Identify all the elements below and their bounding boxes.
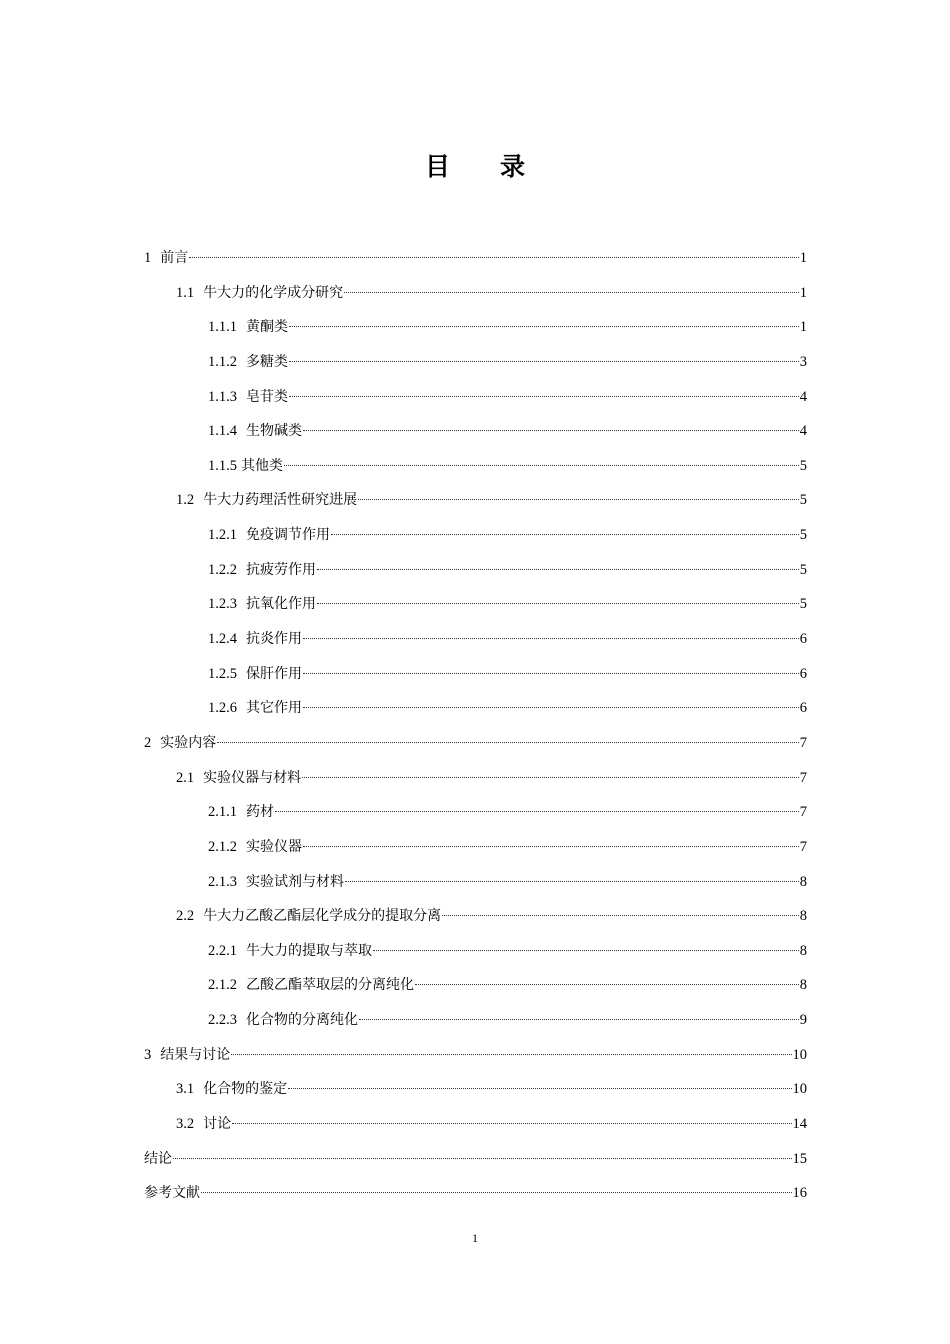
toc-entry[interactable]	[0, 580, 950, 615]
toc-dot-leader	[373, 935, 799, 955]
toc-entry[interactable]	[0, 892, 950, 927]
toc-entry-page-number: 1	[799, 284, 807, 301]
toc-entry-page-number: 5	[799, 457, 807, 474]
toc-dot-leader	[201, 1177, 792, 1197]
toc-entry-number: 2.2	[176, 908, 195, 925]
toc-entry-page-number: 10	[792, 1046, 807, 1063]
toc-entry-number: 1.2.5	[208, 665, 237, 682]
toc-entry-number: 1.2.6	[208, 700, 237, 717]
table-of-contents	[0, 234, 950, 1204]
toc-entry-number: 2.1.1	[208, 804, 237, 821]
toc-dot-leader	[231, 1039, 791, 1059]
toc-entry-label: 抗氧化作用	[246, 596, 316, 613]
toc-entry-label: 实验内容	[160, 734, 217, 751]
toc-entry[interactable]	[0, 719, 950, 754]
toc-entry-number: 2	[144, 734, 152, 751]
toc-dot-leader	[415, 969, 799, 989]
toc-entry-page-number: 4	[799, 423, 807, 440]
toc-entry-page-number: 8	[799, 873, 807, 890]
toc-entry-label: 乙酸乙酯萃取层的分离纯化	[246, 977, 414, 994]
toc-entry-page-number: 5	[799, 527, 807, 544]
toc-entry-page-number: 1	[799, 319, 807, 336]
toc-entry[interactable]	[0, 442, 950, 477]
toc-entry-page-number: 8	[799, 908, 807, 925]
toc-entry-page-number: 14	[792, 1116, 807, 1133]
toc-entry-number: 1.2.2	[208, 561, 237, 578]
toc-entry[interactable]	[0, 1100, 950, 1135]
toc-entry-label: 黄酮类	[246, 319, 288, 336]
toc-entry[interactable]	[0, 1135, 950, 1170]
toc-entry[interactable]	[0, 303, 950, 338]
toc-entry[interactable]	[0, 511, 950, 546]
toc-dot-leader	[284, 450, 799, 470]
toc-entry-number: 1.2	[176, 492, 195, 509]
toc-dot-leader	[288, 1073, 791, 1093]
toc-entry-label: 化合物的鉴定	[203, 1081, 288, 1098]
toc-entry-page-number: 6	[799, 665, 807, 682]
toc-entry-page-number: 7	[799, 769, 807, 786]
toc-entry-label: 实验试剂与材料	[246, 873, 344, 890]
toc-entry-page-number: 9	[799, 1012, 807, 1029]
toc-entry[interactable]	[0, 269, 950, 304]
toc-entry-page-number: 8	[799, 977, 807, 994]
toc-entry[interactable]	[0, 373, 950, 408]
toc-dot-leader	[289, 381, 799, 401]
toc-entry-number: 1.1.3	[208, 388, 237, 405]
toc-entry-label: 药材	[246, 804, 274, 821]
toc-entry-label: 多糖类	[246, 353, 288, 370]
toc-entry[interactable]	[0, 996, 950, 1031]
toc-entry-label: 前言	[160, 250, 189, 266]
toc-dot-leader	[173, 1143, 792, 1163]
toc-dot-leader	[344, 277, 799, 297]
toc-entry-page-number: 8	[799, 942, 807, 959]
toc-entry-page-number: 5	[799, 561, 807, 578]
toc-entry-page-number: 7	[799, 734, 807, 751]
toc-entry[interactable]	[0, 823, 950, 858]
toc-entry[interactable]	[0, 338, 950, 373]
toc-entry-label: 其它作用	[246, 700, 302, 717]
toc-entry[interactable]	[0, 754, 950, 789]
toc-entry-label: 结果与讨论	[160, 1046, 231, 1063]
toc-entry-number: 2.2.3	[208, 1012, 237, 1029]
toc-entry[interactable]	[0, 858, 950, 893]
toc-entry[interactable]	[0, 476, 950, 511]
toc-entry-label: 抗炎作用	[246, 631, 302, 648]
toc-entry-number: 2.2.1	[208, 942, 237, 959]
toc-entry-label: 牛大力乙酸乙酯层化学成分的提取分离	[203, 908, 442, 925]
toc-entry[interactable]	[0, 1169, 950, 1204]
toc-entry-page-number: 7	[799, 838, 807, 855]
toc-dot-leader	[217, 727, 799, 747]
toc-dot-leader	[303, 623, 799, 643]
toc-entry-label: 保肝作用	[246, 665, 302, 682]
toc-dot-leader	[317, 554, 799, 574]
toc-dot-leader	[345, 866, 799, 886]
toc-entry[interactable]	[0, 961, 950, 996]
toc-entry-page-number: 5	[799, 596, 807, 613]
toc-entry-page-number: 3	[799, 353, 807, 370]
toc-entry[interactable]	[0, 1031, 950, 1066]
toc-entry-label: 实验仪器与材料	[203, 769, 302, 786]
toc-dot-leader	[442, 900, 799, 920]
toc-entry-page-number: 5	[799, 492, 807, 509]
toc-entry-number: 1.1.5	[208, 457, 237, 474]
toc-dot-leader	[303, 658, 799, 678]
toc-dot-leader	[302, 762, 799, 782]
toc-entry-page-number: 1	[799, 250, 807, 266]
toc-entry-label: 参考文献	[144, 1185, 200, 1202]
toc-entry[interactable]	[0, 650, 950, 685]
toc-entry-number: 1.1	[176, 284, 195, 301]
toc-entry-label: 讨论	[203, 1116, 232, 1133]
toc-entry-label: 实验仪器	[246, 838, 302, 855]
toc-dot-leader	[331, 519, 799, 539]
toc-entry-number: 1.2.4	[208, 631, 237, 648]
toc-entry-number: 3.1	[176, 1081, 195, 1098]
toc-entry-label: 皂苷类	[246, 388, 288, 405]
toc-entry-number: 2.1.2	[208, 977, 237, 994]
toc-entry-number: 1.1.1	[208, 319, 237, 336]
toc-entry[interactable]	[0, 615, 950, 650]
toc-entry-page-number: 7	[799, 804, 807, 821]
toc-entry-page-number: 4	[799, 388, 807, 405]
toc-entry[interactable]	[0, 684, 950, 719]
toc-entry-label: 化合物的分离纯化	[246, 1012, 358, 1029]
toc-entry[interactable]	[0, 788, 950, 823]
toc-entry-label: 牛大力的化学成分研究	[203, 284, 344, 301]
toc-dot-leader	[289, 346, 799, 366]
toc-entry[interactable]	[0, 927, 950, 962]
toc-entry-number: 1	[144, 250, 152, 266]
toc-entry-label: 结论	[144, 1150, 172, 1167]
toc-entry[interactable]	[0, 234, 950, 269]
toc-dot-leader	[289, 311, 799, 331]
toc-entry[interactable]	[0, 546, 950, 581]
page-number: 1	[472, 1231, 478, 1245]
toc-entry-page-number: 10	[792, 1081, 807, 1098]
toc-dot-leader	[359, 1004, 799, 1024]
toc-entry-page-number: 16	[792, 1185, 807, 1202]
page-title: 目 录	[424, 152, 525, 181]
toc-entry-number: 3	[144, 1046, 152, 1063]
toc-entry-page-number: 6	[799, 631, 807, 648]
toc-entry-number: 1.1.2	[208, 353, 237, 370]
toc-entry[interactable]	[0, 1065, 950, 1100]
toc-entry-label: 免疫调节作用	[246, 527, 330, 544]
toc-entry-number: 1.1.4	[208, 423, 237, 440]
toc-entry-page-number: 6	[799, 700, 807, 717]
toc-dot-leader	[303, 692, 799, 712]
toc-entry-label: 其他类	[241, 457, 283, 474]
toc-dot-leader	[303, 831, 799, 851]
toc-dot-leader	[232, 1108, 791, 1128]
toc-dot-leader	[303, 415, 799, 435]
toc-entry-label: 抗疲劳作用	[246, 561, 316, 578]
toc-entry-number: 2.1.3	[208, 873, 237, 890]
toc-dot-leader	[189, 242, 799, 262]
toc-entry-number: 1.2.3	[208, 596, 237, 613]
toc-entry-number: 2.1	[176, 769, 195, 786]
toc-entry-number: 1.2.1	[208, 527, 237, 544]
toc-dot-leader	[275, 796, 799, 816]
toc-entry-number: 3.2	[176, 1116, 195, 1133]
toc-entry-label: 牛大力的提取与萃取	[246, 942, 372, 959]
toc-dot-leader	[358, 484, 799, 504]
toc-entry-label: 牛大力药理活性研究进展	[203, 492, 358, 509]
toc-entry[interactable]	[0, 407, 950, 442]
toc-entry-label: 生物碱类	[246, 423, 302, 440]
toc-entry-number: 2.1.2	[208, 838, 237, 855]
toc-entry-page-number: 15	[792, 1150, 807, 1167]
toc-dot-leader	[317, 588, 799, 608]
